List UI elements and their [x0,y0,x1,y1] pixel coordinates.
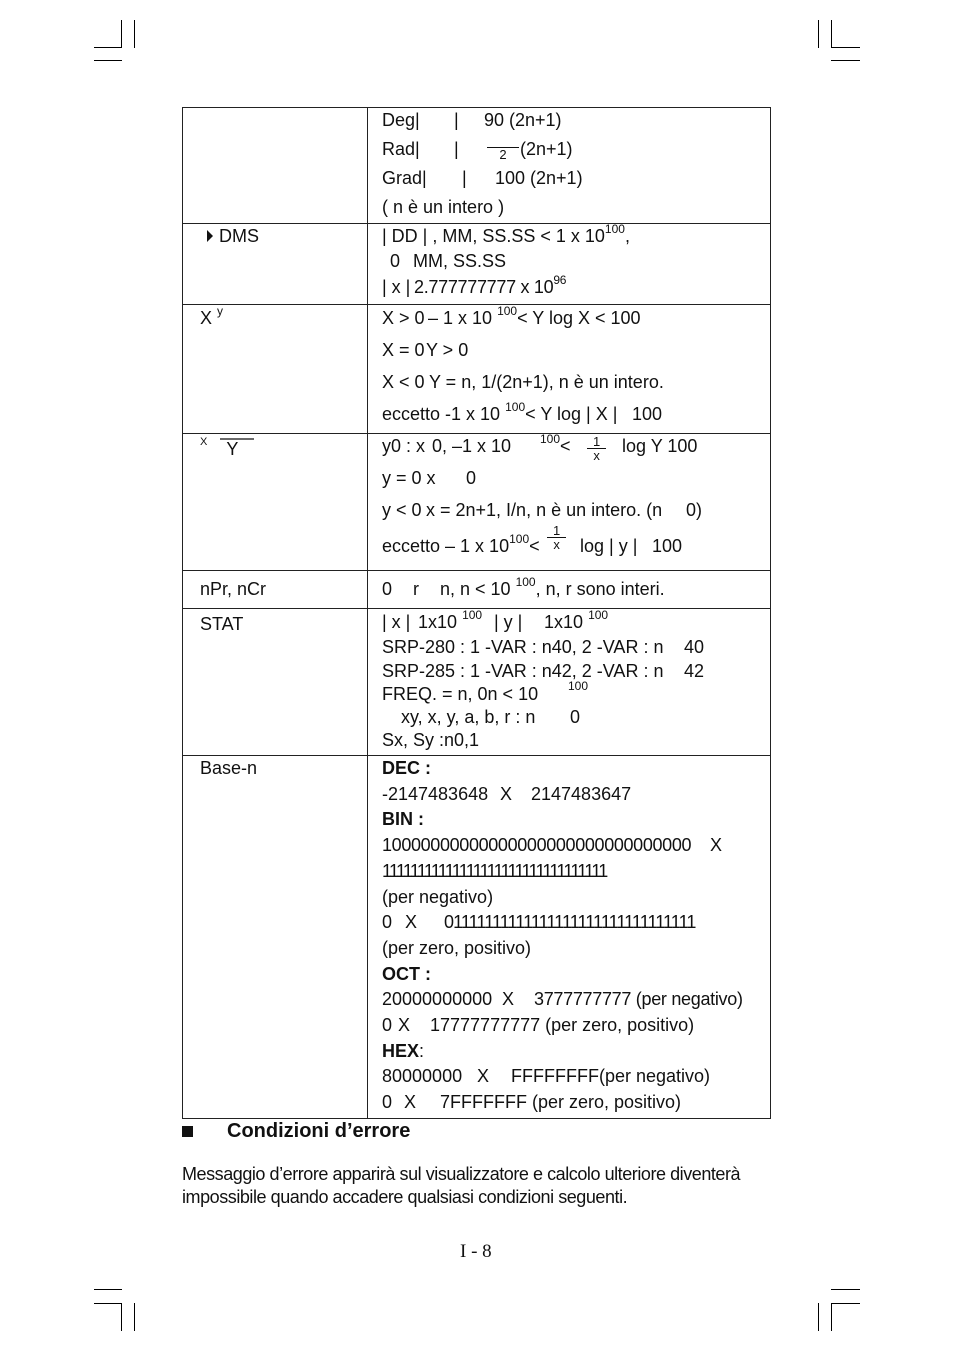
range-text: X [502,989,515,1010]
crop-mark [121,20,122,48]
range-text: | DD | , MM, SS.SS < 1 x 10 [382,226,605,246]
function-cell [183,305,368,434]
crop-mark [818,1303,819,1331]
exponent: 100 [540,432,561,446]
range-text: 100 [652,536,683,556]
range-text: eccetto – 1 x 10 [382,536,510,556]
range-text: y = 0 x [382,468,436,488]
range-text: < [529,536,540,556]
range-cell [368,756,771,1119]
base-heading: HEX [382,1040,420,1061]
range-text: Y > 0 [426,340,469,360]
table-row [183,609,771,756]
range-text: SRP-280 : 1 -VAR : n40, 2 -VAR : n [382,637,664,657]
range-text: 0 [382,1092,393,1113]
range-text: y < 0 [382,500,422,520]
range-text: X < 0 [382,372,425,392]
range-text: , [624,226,630,246]
range-text: FREQ. = n, 0n < 10 [382,684,539,704]
exponent: 100 [505,400,526,414]
range-text: 100 (2n+1) [495,168,583,188]
range-text: | y | [494,612,523,632]
range-text: 10000000000000000000000000000000 [382,835,692,856]
crop-mark [94,1289,122,1290]
crop-mark [94,47,122,48]
limits-table [182,107,771,1119]
range-text: 2.777777777 x 10 [414,277,554,297]
range-text: log | y | [580,536,638,556]
function-label: DMS [219,226,259,246]
fraction: 2 [487,135,519,161]
range-text: 0) [686,500,703,520]
range-text: : [419,1040,425,1061]
base-heading: BIN : [382,809,424,830]
range-text: 0 [570,707,581,727]
range-text: r [413,579,419,599]
function-label: X [200,308,213,328]
range-cell [368,571,771,609]
range-text: ( n è un intero ) [382,197,505,217]
range-text: | x | [382,612,411,632]
function-label: Base-n [200,758,258,778]
range-text: 90 (2n+1) [484,110,562,130]
range-text: SRP-285 : 1 -VAR : n42, 2 -VAR : n [382,661,664,681]
table-row [183,756,771,1119]
range-text: Rad| [382,139,420,159]
crop-mark [831,20,832,48]
function-cell [183,756,368,1119]
range-text: | [454,139,459,159]
range-text: 17777777777 (per zero, positivo) [430,1015,695,1036]
range-text: Sx, Sy :n0,1 [382,730,480,750]
range-text: 3777777777 (per negativo) [534,989,743,1010]
range-text: X [405,912,418,933]
range-cell [368,434,771,571]
function-label: nPr, nCr [200,579,267,599]
arrow-right-icon [207,230,213,242]
range-text: 01111111111111111111111111111111 [444,912,696,933]
base-heading: DEC : [382,758,431,778]
exponent: 100 [588,608,609,622]
function-cell [183,571,368,609]
range-text: 0 [382,912,393,933]
range-cell [368,108,771,224]
range-text: X [404,1092,417,1113]
section-heading [182,1120,410,1143]
square-bullet-icon [182,1126,193,1137]
crop-mark [134,20,135,48]
crop-mark [831,1289,860,1290]
range-text: 42 [684,661,705,681]
range-text: < Y log X < 100 [517,308,641,328]
range-text: 20000000000 [382,989,493,1010]
range-text: log Y 100 [622,436,698,456]
range-text: , n, r sono interi. [535,579,665,599]
range-text: 7FFFFFFF (per zero, positivo) [440,1092,682,1113]
table-row [183,224,771,305]
function-label: STAT [200,614,244,634]
range-cell [368,305,771,434]
fraction: $\frac{1}{x}$ [587,435,606,462]
crop-mark [94,1303,122,1304]
range-text: n, n < 10 [440,579,511,599]
crop-mark [818,20,819,48]
table-row [183,108,771,224]
exponent: 100 [515,575,536,589]
range-text: 11111111111111111111111111111111 [382,860,607,881]
range-text: X [500,783,513,804]
range-text: X = 0 [382,340,425,360]
range-text: (per negativo) [382,886,494,907]
range-cell [368,609,771,756]
crop-mark [831,60,860,61]
range-text: 40 [684,637,705,657]
range-text: 0 [382,1015,393,1036]
crop-mark [831,1303,832,1331]
range-text: y0 : x [382,436,426,456]
range-text: Grad| [382,168,427,188]
range-text: (2n+1) [520,139,573,159]
exponent: 100 [462,608,483,622]
range-text: < Y log | X | [525,404,618,424]
range-text: -2147483648 [382,783,489,804]
range-text: 0, –1 x 10 [432,436,512,456]
range-text: 2147483647 [531,783,632,804]
table-row [183,305,771,434]
range-text: (per zero, positivo) [382,937,532,958]
range-text: < [560,436,571,456]
root-index: X [200,436,208,448]
crop-mark [134,1303,135,1331]
exponent: 100 [497,304,518,318]
range-text: | [454,110,459,130]
table-row [183,571,771,609]
function-cell [183,609,368,756]
range-text: eccetto -1 x 10 [382,404,501,424]
error-paragraph: Messaggio d’errore apparirà sul visualizzatore e calcolo ulteriore diventerà impossibile quando accadere qualsiasi condizioni seguenti. [182,1164,741,1207]
range-text: X [398,1015,411,1036]
page-number: I - 8 [460,1241,492,1262]
range-text: 1x10 [544,612,584,632]
range-text: 1x10 [418,612,458,632]
range-cell [368,224,771,305]
function-cell [183,224,368,305]
range-text: FFFFFFFF(per negativo) [511,1066,711,1087]
range-text: MM, SS.SS [413,251,507,271]
function-label: Y [226,439,239,459]
range-text: 0 [390,251,401,271]
range-text: 0 [382,579,393,599]
range-text: 0 [466,468,477,488]
range-text: X [477,1066,490,1087]
crop-mark [94,60,122,61]
fraction: $\frac{1}{x}$ [547,524,566,551]
function-cell [183,434,368,571]
base-heading: OCT : [382,963,431,984]
exponent: 100 [568,679,589,693]
exponent: y [217,304,224,318]
section-title: Condizioni d’errore [227,1120,411,1142]
exponent: 100 [509,532,530,546]
range-text: x = 2n+1, I/n, n è un intero. (n [426,500,663,520]
crop-mark [831,47,860,48]
range-text: Y = n, 1/(2n+1), n è un intero. [429,372,664,392]
range-text: | [462,168,467,188]
range-text: 80000000 [382,1066,463,1087]
crop-mark [831,1303,860,1304]
exponent: 96 [553,273,567,287]
range-text: xy, x, y, a, b, r : n [401,707,536,727]
range-text: 100 [632,404,663,424]
range-text: | x | [382,277,411,297]
function-cell [183,108,368,224]
range-text: Deg| [382,110,420,130]
range-text: X > 0 [382,308,425,328]
crop-mark [121,1303,122,1331]
table-row [183,434,771,571]
range-text: – 1 x 10 [428,308,493,328]
range-text: X [710,835,722,856]
exponent: 100 [604,222,625,236]
